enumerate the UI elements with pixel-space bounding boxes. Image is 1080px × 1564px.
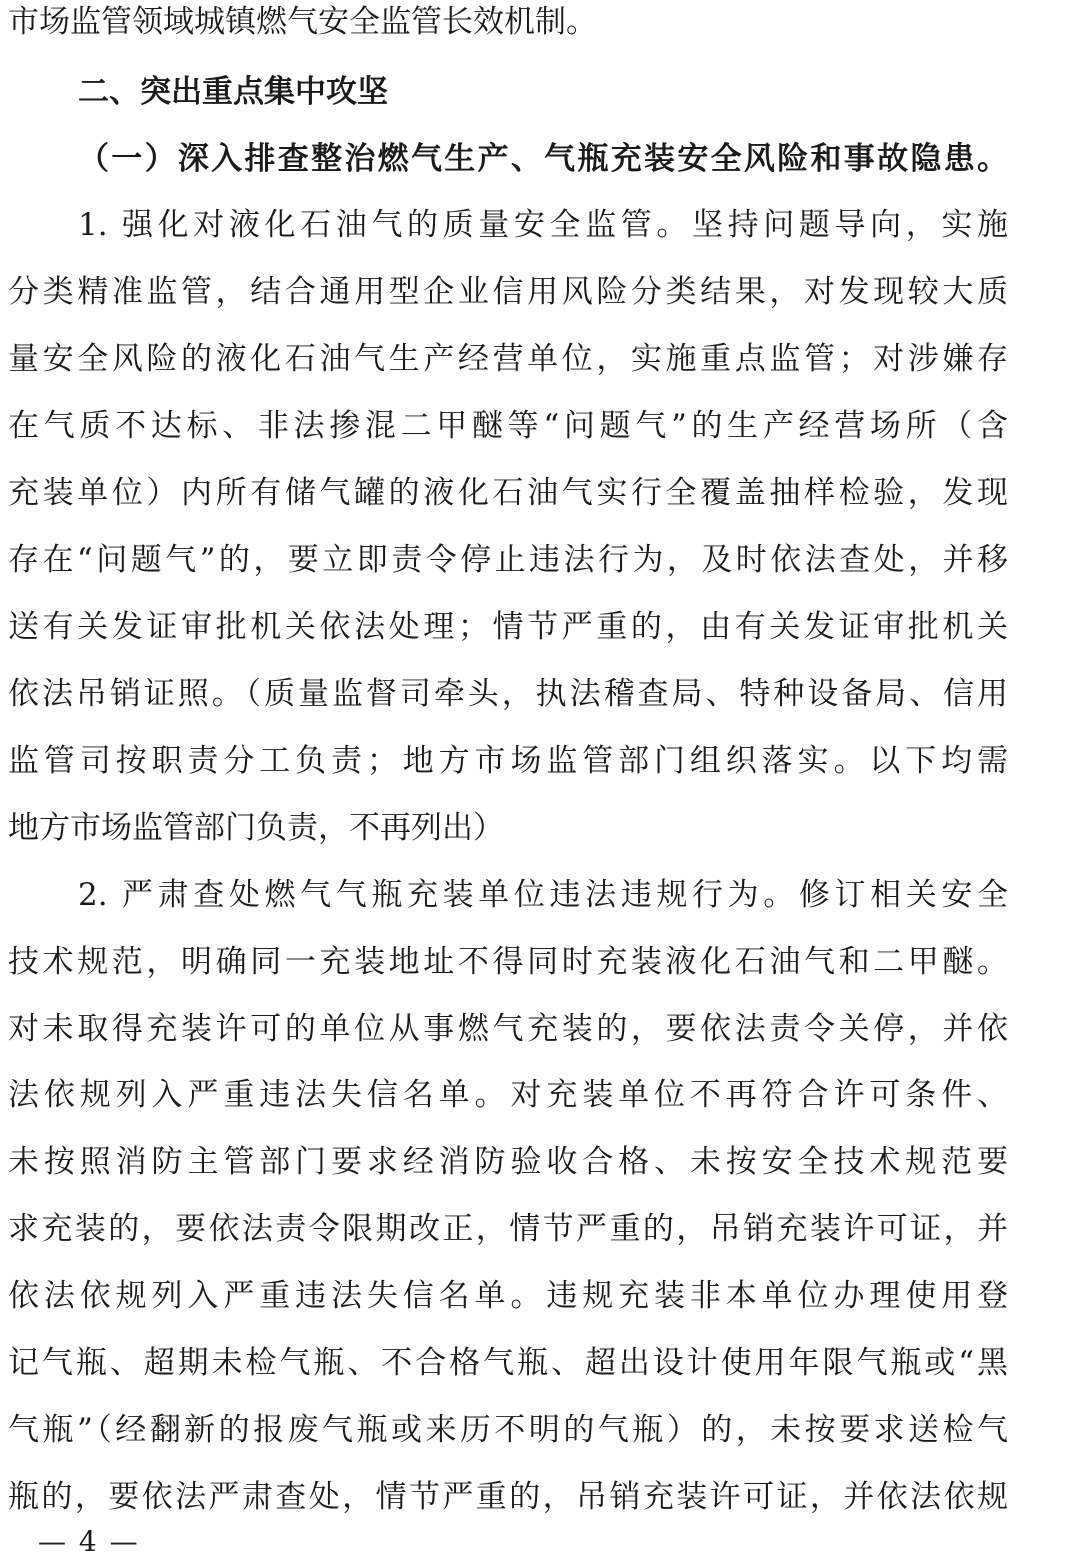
text-line: 记气瓶、超期未检气瓶、不合格气瓶、超出设计使用年限气瓶或“黑 [8, 1345, 1008, 1381]
text-line: 1. 强化对液化石油气的质量安全监管。坚持问题导向，实施 [78, 207, 1008, 243]
page-number: — 4 — [38, 1525, 140, 1558]
text-line: 对未取得充装许可的单位从事燃气充装的，要依法责令关停，并依 [8, 1011, 1008, 1047]
text-line: 依法吊销证照。（质量监督司牵头，执法稽查局、特种设备局、信用 [8, 676, 1008, 712]
text-line: 地方市场监管部门负责，不再列出） [8, 810, 504, 846]
text-line: 依法依规列入严重违法失信名单。违规充装非本单位办理使用登 [8, 1278, 1008, 1314]
text-line: 量安全风险的液化石油气生产经营单位，实施重点监管；对涉嫌存 [8, 341, 1008, 377]
text-line: 气瓶”（经翻新的报废气瓶或来历不明的气瓶）的，未按要求送检气 [8, 1412, 1008, 1448]
subsection-heading: （一）深入排查整治燃气生产、气瓶充装安全风险和事故隐患。 [78, 141, 1008, 177]
text-line: 分类精准监管，结合通用型企业信用风险分类结果，对发现较大质 [8, 274, 1008, 310]
section-heading: 二、突出重点集中攻坚 [78, 74, 388, 110]
text-line: 在气质不达标、非法掺混二甲醚等“问题气”的生产经营场所（含 [8, 408, 1008, 444]
text-line: 送有关发证审批机关依法处理；情节严重的，由有关发证审批机关 [8, 609, 1008, 645]
text-line: 监管司按职责分工负责；地方市场监管部门组织落实。以下均需 [8, 743, 1008, 779]
text-line: 瓶的，要依法严肃查处，情节严重的，吊销充装许可证，并依法依规 [8, 1479, 1008, 1515]
text-line: 2. 严肃查处燃气气瓶充装单位违法违规行为。修订相关安全 [78, 877, 1008, 913]
text-line: 技术规范，明确同一充装地址不得同时充装液化石油气和二甲醚。 [8, 944, 1008, 980]
text-line: 法依规列入严重违法失信名单。对充装单位不再符合许可条件、 [8, 1077, 1008, 1113]
text-line: 求充装的，要依法责令限期改正，情节严重的，吊销充装许可证，并 [8, 1211, 1008, 1247]
text-line: 未按照消防主管部门要求经消防验收合格、未按安全技术规范要 [8, 1144, 1008, 1180]
text-line: 存在“问题气”的，要立即责令停止违法行为，及时依法查处，并移 [8, 542, 1008, 578]
text-line: 市场监管领域城镇燃气安全监管长效机制。 [8, 4, 597, 40]
text-line: 充装单位）内所有储气罐的液化石油气实行全覆盖抽样检验，发现 [8, 475, 1008, 511]
